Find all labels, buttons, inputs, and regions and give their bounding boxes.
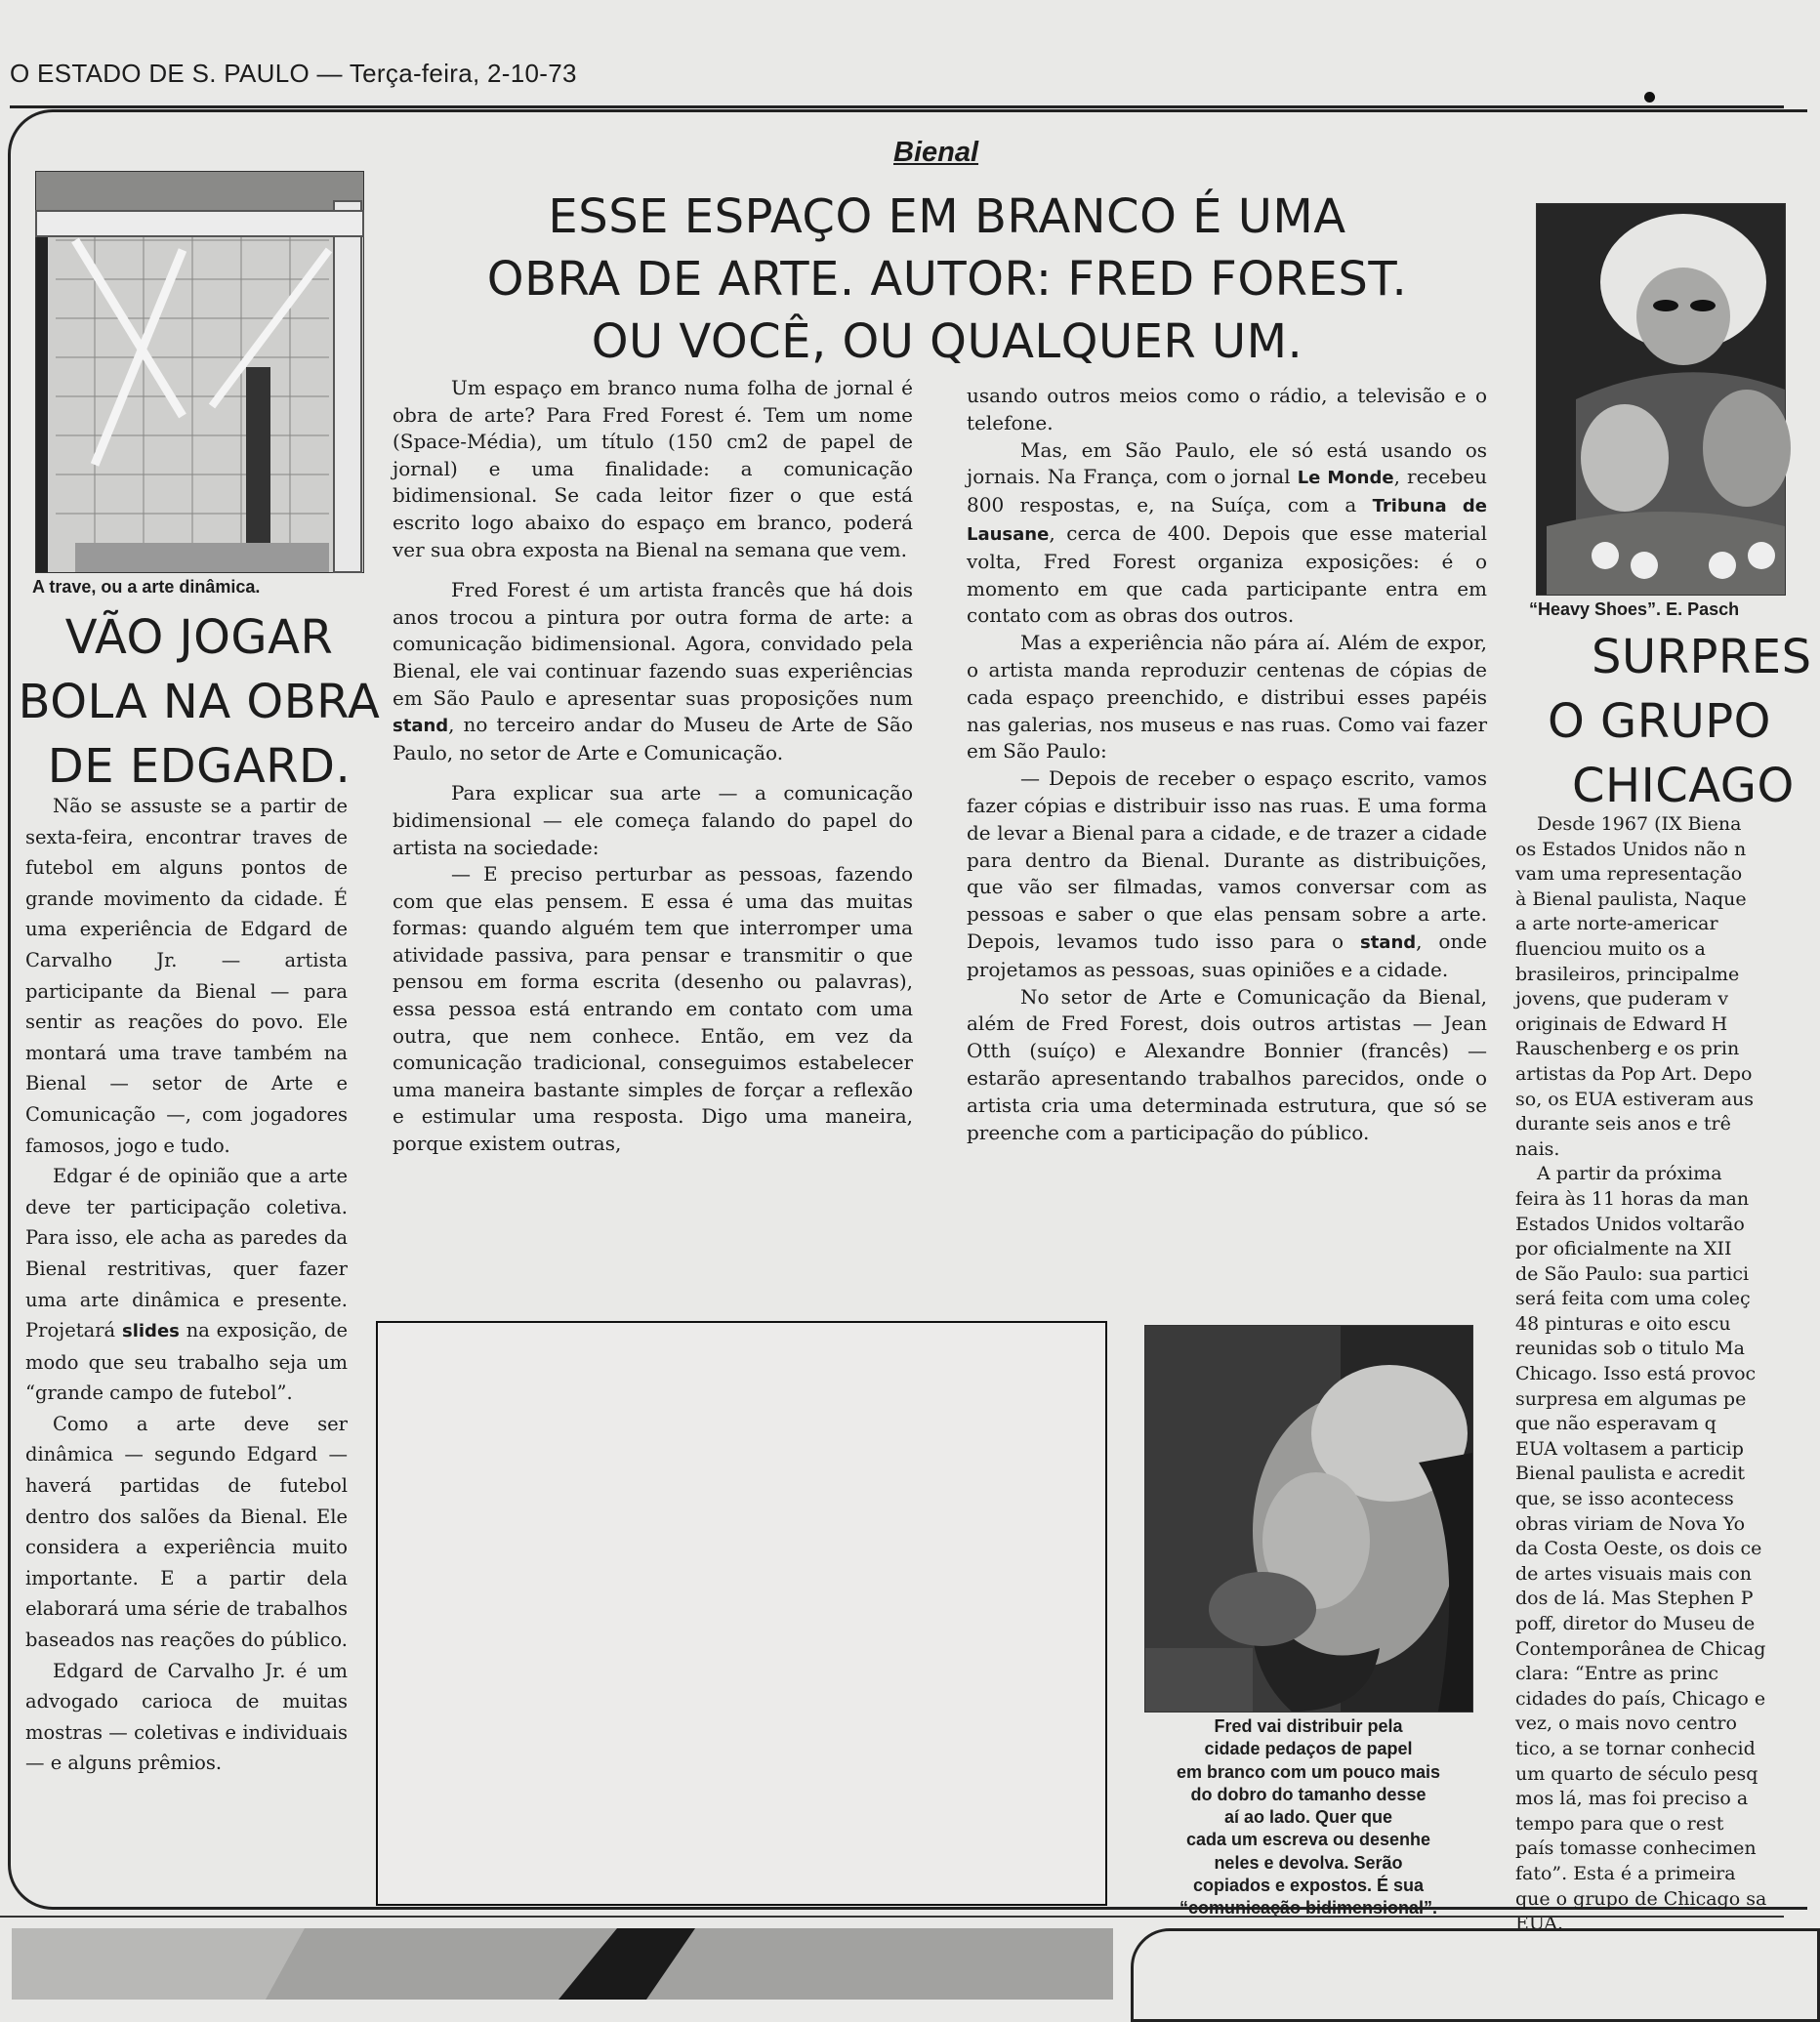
- right-body-line: à Bienal paulista, Naque: [1515, 887, 1747, 910]
- text-run: Edgar é de opinião que a arte deve ter participação coletiva. Para isso, ele acha as paredes da Bienal restritivas, quer fazer uma arte dinâmica e presente. Projetará: [25, 1165, 348, 1342]
- right-body-line: jovens, que puderam v: [1515, 988, 1729, 1011]
- right-body-line: um quarto de século pesq: [1515, 1762, 1758, 1785]
- right-body-line: da Costa Oeste, os dois ce: [1515, 1538, 1762, 1560]
- left-headline-line: VÃO JOGAR: [64, 610, 334, 665]
- paragraph: [25, 1161, 348, 1409]
- right-body-line: poff, diretor do Museu de: [1515, 1613, 1756, 1634]
- paragraph: Edgard de Carvalho Jr. é um advogado carioca de muitas mostras — coletivas e individuais — e alguns prêmios.: [25, 1659, 348, 1775]
- paragraph: [393, 577, 913, 766]
- text-run: na exposição, de modo que seu trabalho seja um “grande campo de futebol”.: [25, 1319, 348, 1405]
- right-body-line: dos de lá. Mas Stephen P: [1515, 1588, 1754, 1610]
- portrait-caption: [1133, 1715, 1484, 1920]
- bottom-rule: [0, 1916, 1784, 1918]
- right-body-line: Chicago. Isso está provoc: [1515, 1363, 1757, 1385]
- next-article-photo-strip: [12, 1928, 1113, 2000]
- left-headline-line: BOLA NA OBRA: [18, 675, 381, 729]
- caption-line: em branco com um pouco mais: [1176, 1761, 1441, 1782]
- caption-line: cada um escreva ou desenhe: [1185, 1830, 1431, 1850]
- right-body-line: clara: “Entre as princ: [1515, 1663, 1719, 1685]
- text-run: , cerca de 400. Depois que esse material volta, Fred Forest organiza exposições: é o momento em que cada participante entra em contato com as obras dos outros.: [967, 520, 1487, 628]
- right-body-line: Estados Unidos voltarão: [1515, 1213, 1745, 1235]
- paragraph: [967, 437, 1487, 631]
- heavy-shoes-photo: [1536, 203, 1786, 596]
- paragraph: No setor de Arte e Comunicação da Bienal, além de Fred Forest, dois outros artistas — Jean Otth (suíço) e Alexandre Bonnier (francês) — estarão apresentando trabalhos parecidos, onde o artista cria uma determinada estrutura, que só se preenche com a participação do público.: [967, 984, 1487, 1144]
- paragraph: Mas a experiência não pára aí. Além de expor, o artista manda reproduzir centenas de cópias de cada espaço preenchido, e distribui esses papéis nas galerias, nos museus e nas ruas. Como vai fazer em São Paulo:: [967, 631, 1487, 763]
- right-body-line: durante seis anos e trê: [1515, 1113, 1731, 1135]
- paragraph: [967, 765, 1487, 983]
- right-body-line: os Estados Unidos não n: [1515, 838, 1747, 860]
- right-body-line: que, se isso acontecess: [1515, 1488, 1734, 1510]
- next-article-frame: [1131, 1928, 1820, 2022]
- fred-forest-portrait: [1144, 1325, 1473, 1713]
- masthead: O ESTADO DE S. PAULO — Terça-feira, 2-10-73: [10, 59, 577, 88]
- paragraph: Para explicar sua arte — a comunicação bidimensional — ele começa falando do papel do artista na sociedade:: [393, 781, 913, 859]
- caption-line: copiados e expostos. É sua: [1192, 1876, 1425, 1896]
- main-headline-line: ESSE ESPAÇO EM BRANCO É UMA: [548, 189, 1346, 244]
- right-body-line: so, os EUA estiveram aus: [1515, 1088, 1755, 1110]
- right-body-line: obras viriam de Nova Yo: [1515, 1512, 1746, 1535]
- right-body-line: de artes visuais mais con: [1515, 1562, 1753, 1585]
- right-body-line: a arte norte-americar: [1515, 913, 1718, 935]
- bold-term: stand: [1359, 931, 1417, 953]
- left-article-body: [25, 791, 348, 1779]
- right-body-line: será feita com uma coleç: [1515, 1288, 1751, 1310]
- right-body-line: artistas da Pop Art. Depo: [1515, 1062, 1753, 1085]
- bold-term: Le Monde: [1297, 468, 1394, 489]
- text-run: , onde projetamos as pessoas, suas opiniões e a cidade.: [967, 928, 1487, 981]
- right-headline: [1548, 625, 1812, 818]
- goal-post-caption: A trave, ou a arte dinâmica.: [32, 577, 261, 597]
- right-body-line: de São Paulo: sua partici: [1515, 1262, 1750, 1285]
- right-body-line: fluenciou muito os a: [1515, 937, 1706, 960]
- caption-line: neles e devolva. Serão: [1214, 1852, 1403, 1873]
- paragraph: Um espaço em branco numa folha de jornal é obra de arte? Para Fred Forest é. Tem um nome (Space-Média), um título (150 cm2 de papel de jornal) e uma finalidade: a comunicação bidimensional. Se cada leitor fizer o que está escrito logo abaixo do espaço em branco, poderá ver sua obra exposta na Bienal na semana que vem.: [393, 376, 913, 561]
- right-body-line: 48 pinturas e oito escu: [1515, 1312, 1731, 1335]
- text-run: Fred Forest é um artista francês que há dois anos trocou a pintura por outra forma de arte: a comunicação bidimensional. Agora, convidado pela Bienal, ele vai continuar fazendo suas experiências em São Paulo e apresentar suas proposições num: [393, 578, 913, 710]
- right-body-line: fato”. Esta é a primeira: [1515, 1862, 1736, 1884]
- left-headline: [18, 605, 381, 799]
- right-body-line: reunidas sob o titulo Ma: [1515, 1338, 1745, 1360]
- right-body-line: vez, o mais novo centro: [1515, 1713, 1737, 1735]
- text-run: , recebeu 800 respostas, e, na Suíça, com a: [967, 465, 1487, 517]
- right-body-line: país tomasse conhecimen: [1515, 1837, 1757, 1860]
- right-body-line: surpresa em algumas pe: [1515, 1387, 1747, 1410]
- main-headline-line: OU VOCÊ, OU QUALQUER UM.: [591, 314, 1303, 369]
- heavy-shoes-caption: “Heavy Shoes”. E. Pasch: [1529, 599, 1740, 619]
- right-body-line: Desde 1967 (IX Biena: [1537, 813, 1742, 835]
- caption-line: cidade pedaços de papel: [1204, 1739, 1413, 1759]
- right-body-line: nais.: [1515, 1137, 1560, 1160]
- right-body-line: EUA voltasem a particip: [1515, 1437, 1744, 1460]
- right-body-line: tempo para que o rest: [1515, 1812, 1724, 1835]
- caption-line: Fred vai distribuir pela: [1214, 1716, 1403, 1736]
- text-run: — Depois de receber o espaço escrito, vamos fazer cópias e distribuir isso nas ruas. E uma forma de levar a Bienal para a cidade, e de trazer a cidade para dentro da Bienal. Durante as distribuições, que vão ser filmadas, vamos conversar com as pessoas e saber o que elas pensam sobre a arte. Depois, levamos tudo isso para o: [967, 766, 1487, 953]
- right-body-line: Bienal paulista e acredit: [1515, 1463, 1746, 1485]
- paragraph: usando outros meios como o rádio, a televisão e o telefone.: [967, 384, 1487, 434]
- right-article-body: [1515, 812, 1789, 1935]
- right-headline-line: SURPRES: [1592, 630, 1812, 684]
- caption-line: aí ao lado. Quer que: [1223, 1807, 1393, 1828]
- text-run: Mas, em São Paulo, ele só está usando os jornais. Na França, com o jornal: [967, 437, 1487, 489]
- ink-dot: [1644, 92, 1655, 103]
- bold-term: stand: [393, 716, 449, 737]
- right-body-line: Rauschenberg e os prin: [1515, 1038, 1740, 1060]
- right-body-line: vam uma representação: [1515, 863, 1743, 886]
- right-headline-line: O GRUPO: [1548, 694, 1771, 749]
- left-headline-line: DE EDGARD.: [47, 739, 352, 794]
- main-headline-line: OBRA DE ARTE. AUTOR: FRED FOREST.: [486, 252, 1408, 307]
- right-body-line: tico, a se tornar conhecid: [1515, 1737, 1756, 1759]
- blank-space-artwork[interactable]: [376, 1321, 1107, 1906]
- right-body-line: Contemporânea de Chicag: [1515, 1637, 1766, 1660]
- right-body-line: que não esperavam q: [1515, 1413, 1717, 1435]
- main-headline: [410, 186, 1484, 373]
- goal-post-photo: [35, 171, 364, 573]
- caption-line: “comunicação bidimensional”.: [1179, 1898, 1438, 1919]
- paragraph: — E preciso perturbar as pessoas, fazendo com que elas pensem. E essa é uma das muitas formas: quando alguém tem que interromper uma atividade passiva, para pensar e transmitir o que pensou em forma escrita (desenho ou palavras), essa pessoa está entrando em contato com uma outra, que nem conhece. Então, em vez da comunicação tradicional, conseguimos estabelecer uma maneira bastante simples de forçar a reflexão e estimular uma resposta. Digo uma maneira, porque existem outras,: [393, 862, 913, 1156]
- paragraph: Não se assuste se a partir de sexta-feira, encontrar traves de futebol em alguns pontos de grande movimento da cidade. É uma experiência de Edgard de Carvalho Jr. — artista participante da Bienal — para sentir as reações do povo. Ele montará uma trave também na Bienal — setor de Arte e Comunicação —, com jogadores famosos, jogo e tudo.: [25, 795, 348, 1157]
- right-body-line: feira às 11 horas da man: [1515, 1187, 1750, 1210]
- right-body-line: por oficialmente na XII: [1515, 1238, 1732, 1260]
- right-body-line: originais de Edward H: [1515, 1012, 1728, 1035]
- right-body-line: brasileiros, principalme: [1515, 963, 1740, 985]
- bold-term: slides: [122, 1321, 180, 1342]
- top-rule: [10, 105, 1784, 108]
- center-column-1: [393, 375, 913, 1158]
- right-body-line: mos lá, mas foi preciso a: [1515, 1788, 1749, 1810]
- bold-term: Tribuna de Lausane: [967, 496, 1487, 545]
- center-column-2: [967, 383, 1487, 1146]
- right-body-line: cidades do país, Chicago e: [1515, 1687, 1766, 1710]
- caption-line: do dobro do tamanho desse: [1190, 1784, 1427, 1804]
- right-headline-line: CHICAGO: [1572, 759, 1795, 813]
- right-body-line: A partir da próxima: [1537, 1163, 1722, 1185]
- right-body-line: que o grupo de Chicago sa: [1515, 1887, 1767, 1910]
- paragraph: Como a arte deve ser dinâmica — segundo Edgard — haverá partidas de futebol dentro dos salões da Bienal. Ele considera a experiência muito importante. E a partir dela elaborará uma série de trabalhos baseados nas reações do público.: [25, 1412, 348, 1652]
- section-label: Bienal: [893, 137, 979, 168]
- text-run: , no terceiro andar do Museu de Arte de São Paulo, no setor de Arte e Comunicação.: [393, 713, 913, 764]
- right-body-line: EUA.: [1515, 1913, 1564, 1935]
